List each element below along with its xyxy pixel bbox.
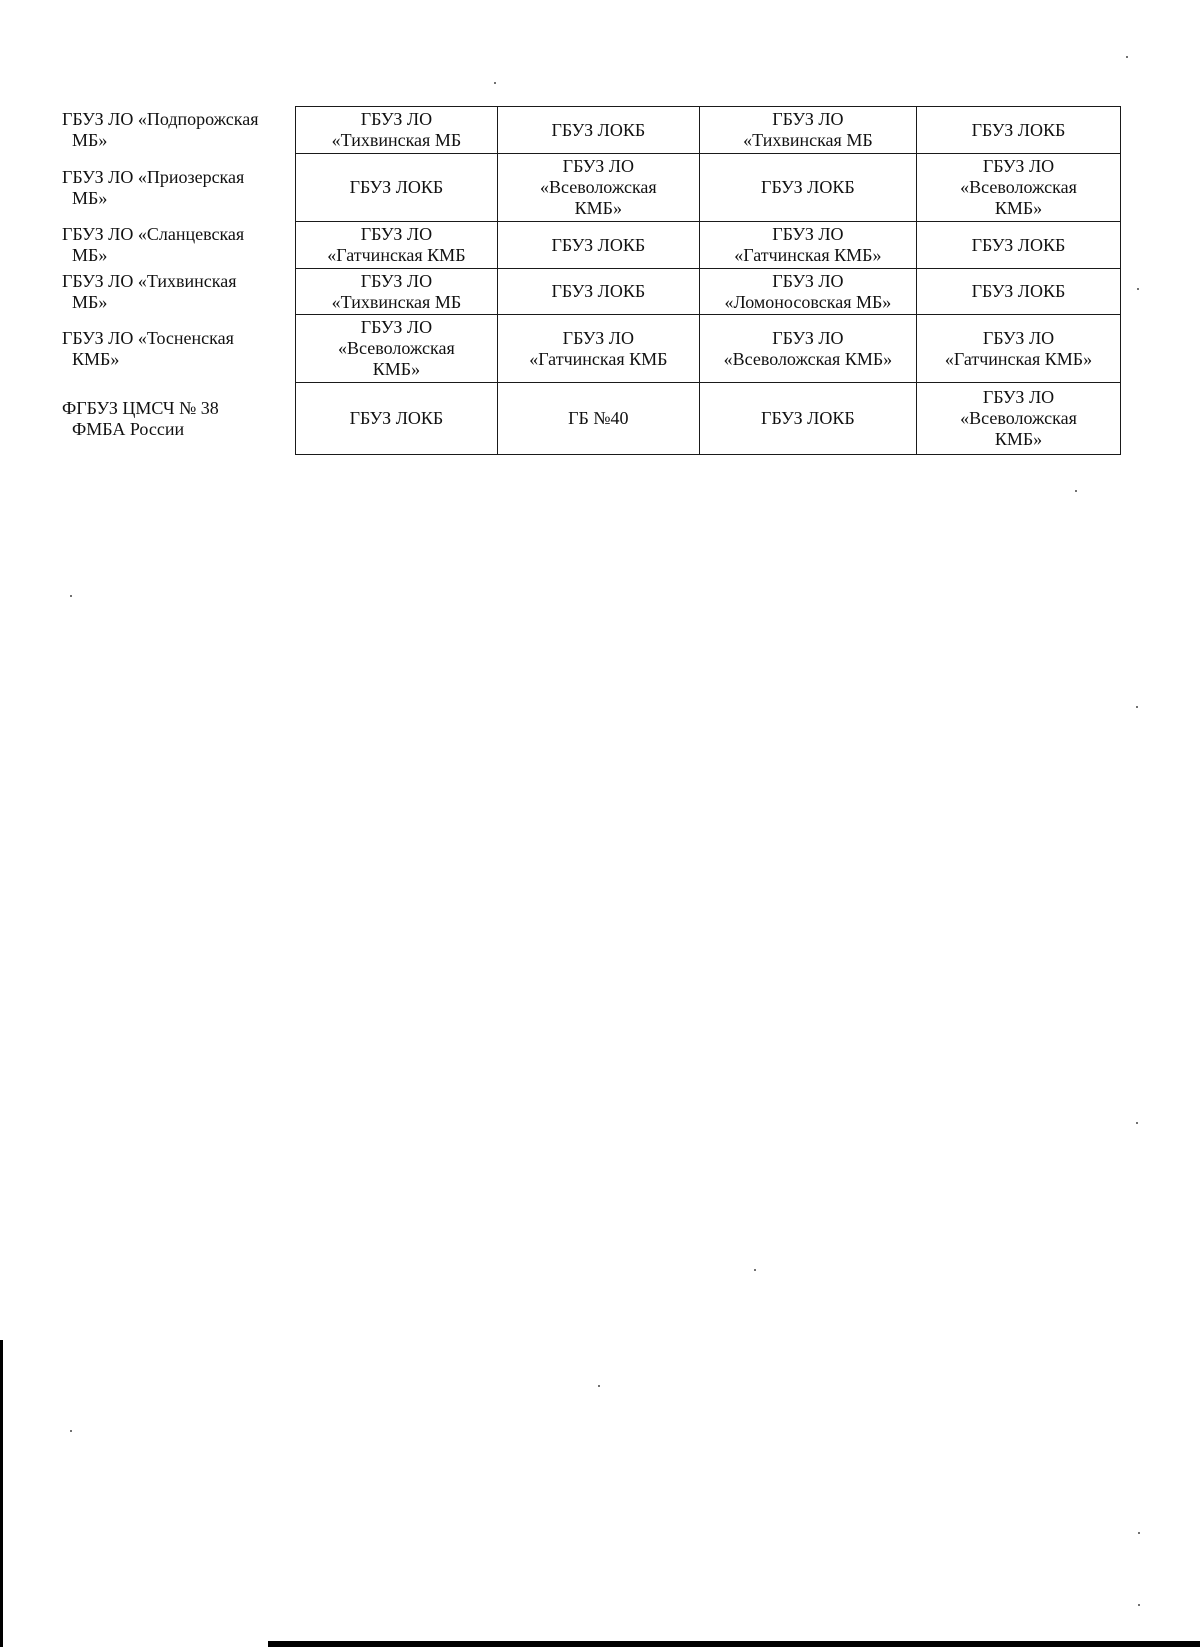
org-name-line: МБ» [72,187,108,208]
table-cell: ГБУЗ ЛОКБ [916,107,1120,154]
scan-speck [1137,288,1139,290]
scan-speck [1138,1532,1140,1534]
org-name-cell [60,315,295,383]
table-cell: ГБУЗ ЛО «Тихвинская МБ [295,269,497,315]
table-cell: ГБУЗ ЛОКБ [497,107,699,154]
table-cell: ГБУЗ ЛОКБ [497,269,699,315]
org-name-line: ФГБУЗ ЦМСЧ № 38 [62,397,219,418]
org-name-line: ГБУЗ ЛО «Тихвинская [62,270,237,291]
table-cell: ГБУЗ ЛОКБ [497,222,699,269]
scan-speck [598,1385,600,1387]
table-cell: ГБУЗ ЛОКБ [699,383,916,455]
org-name-line: ГБУЗ ЛО «Приозерская [62,166,245,187]
org-name-line: ГБУЗ ЛО «Тосненская [62,327,234,348]
org-name-line: ГБУЗ ЛО «Подпорожская [62,109,259,129]
scan-speck [754,1269,756,1271]
table-cell: ГБУЗ ЛОКБ [295,154,497,222]
table-cell: ГБУЗ ЛО «Ломоносовская МБ» [699,269,916,315]
table-cell: ГБУЗ ЛО «Всеволожская КМБ» [699,315,916,383]
table-cell: ГБУЗ ЛОКБ [699,154,916,222]
scan-speck [1136,1122,1138,1124]
org-name-cell [60,222,295,269]
org-name-line: ГБУЗ ЛО «Сланцевская [62,224,245,244]
org-name-line: МБ» [72,130,108,150]
scan-speck [70,1430,72,1432]
org-name-cell [60,269,295,315]
table-cell: ГБУЗ ЛО «Всеволожская КМБ» [497,154,699,222]
routing-table [60,106,1121,455]
table-cell: ГБ №40 [497,383,699,455]
org-name-cell [60,383,295,455]
scan-edge-bar [268,1641,1200,1647]
scan-speck [1075,490,1077,492]
table-cell: ГБУЗ ЛО «Тихвинская МБ [295,107,497,154]
table-cell: ГБУЗ ЛО «Всеволожская КМБ» [916,383,1120,455]
scan-speck [1136,706,1138,708]
table-cell: ГБУЗ ЛО «Гатчинская КМБ [295,222,497,269]
table-row [60,269,1121,315]
scan-speck [1126,56,1128,58]
org-name-cell [60,154,295,222]
table-cell: ГБУЗ ЛО «Гатчинская КМБ» [916,315,1120,383]
table-cell: ГБУЗ ЛО «Тихвинская МБ [699,107,916,154]
table-cell: ГБУЗ ЛО «Всеволожская КМБ» [916,154,1120,222]
org-name-line: МБ» [72,245,108,265]
scan-speck [494,82,496,84]
table-cell: ГБУЗ ЛОКБ [916,269,1120,315]
org-name-line: ФМБА России [72,418,185,439]
table-row [60,107,1121,154]
org-name-line: МБ» [72,291,108,312]
scan-speck [70,595,72,597]
table-row [60,383,1121,455]
org-name-line: КМБ» [72,348,120,369]
table-row [60,154,1121,222]
scan-edge-mark [0,1340,3,1647]
table-row [60,315,1121,383]
table-cell: ГБУЗ ЛО «Гатчинская КМБ» [699,222,916,269]
table-cell: ГБУЗ ЛО «Всеволожская КМБ» [295,315,497,383]
scan-speck [1138,1604,1140,1606]
table-cell: ГБУЗ ЛОКБ [916,222,1120,269]
org-name-cell [60,107,295,154]
table-cell: ГБУЗ ЛОКБ [295,383,497,455]
table-row [60,222,1121,269]
table-cell: ГБУЗ ЛО «Гатчинская КМБ [497,315,699,383]
